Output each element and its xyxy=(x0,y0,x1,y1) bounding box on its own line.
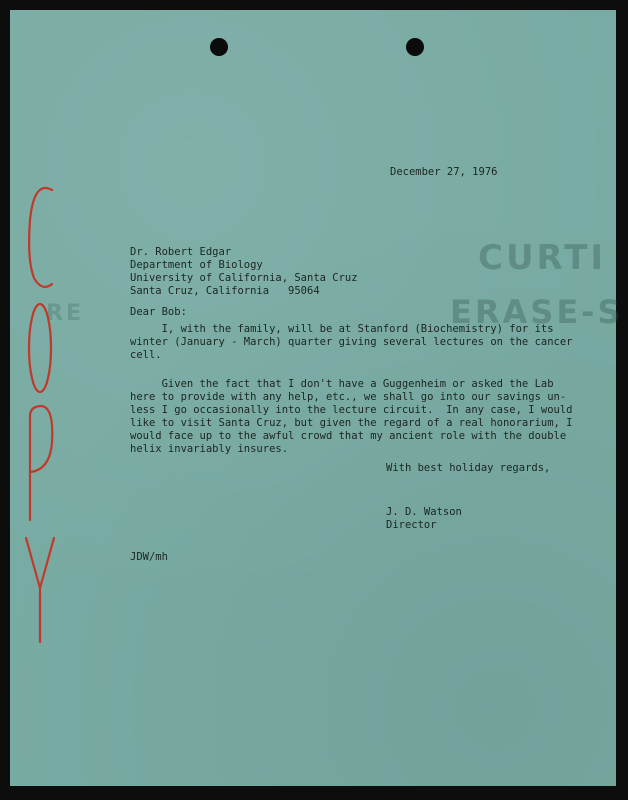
recipient-city-zip: Santa Cruz, California 95064 xyxy=(130,285,320,297)
salutation: Dear Bob: xyxy=(130,306,187,318)
bleed-through-text-middle: ERASE-S xyxy=(450,293,624,331)
recipient-name: Dr. Robert Edgar xyxy=(130,246,232,258)
body-paragraph: I, with the family, will be at Stanford (Biochemistry) for its winter (January - March) quarter giving several lectures on the cancer cell. xyxy=(130,323,573,361)
body-paragraph: Given the fact that I don't have a Guggenheim or asked the Lab here to provide with any help, etc., we shall go into our savings un- less I go occasionally into the lecture circuit. In any case, I would like to visit Santa Cruz, but given the regard of a real honorarium, I would face up to the awful crowd that my ancient role with the double helix invariably insures. xyxy=(130,378,573,455)
copy-stamp-letter-o xyxy=(29,304,51,392)
signer-title: Director xyxy=(386,519,437,531)
signer-name: J. D. Watson xyxy=(386,506,462,518)
copy-stamp-letter-y xyxy=(26,538,54,642)
signature-block xyxy=(386,506,462,532)
recipient-institution: University of California, Santa Cruz xyxy=(130,272,358,284)
letter-date: December 27, 1976 xyxy=(390,166,498,178)
punch-hole-right xyxy=(406,38,424,56)
recipient-department: Department of Biology xyxy=(130,259,263,271)
punch-hole-left xyxy=(210,38,228,56)
typist-initials: JDW/mh xyxy=(130,551,168,563)
recipient-address xyxy=(130,246,358,298)
copy-stamp-letter-c xyxy=(29,188,52,287)
copy-stamp xyxy=(18,180,64,650)
letter-page xyxy=(10,10,624,786)
bleed-through-text-top: CURTI xyxy=(478,238,607,278)
closing: With best holiday regards, xyxy=(386,462,551,474)
bleed-through-text-left: RE xyxy=(46,301,84,326)
copy-stamp-letter-p xyxy=(30,406,52,520)
